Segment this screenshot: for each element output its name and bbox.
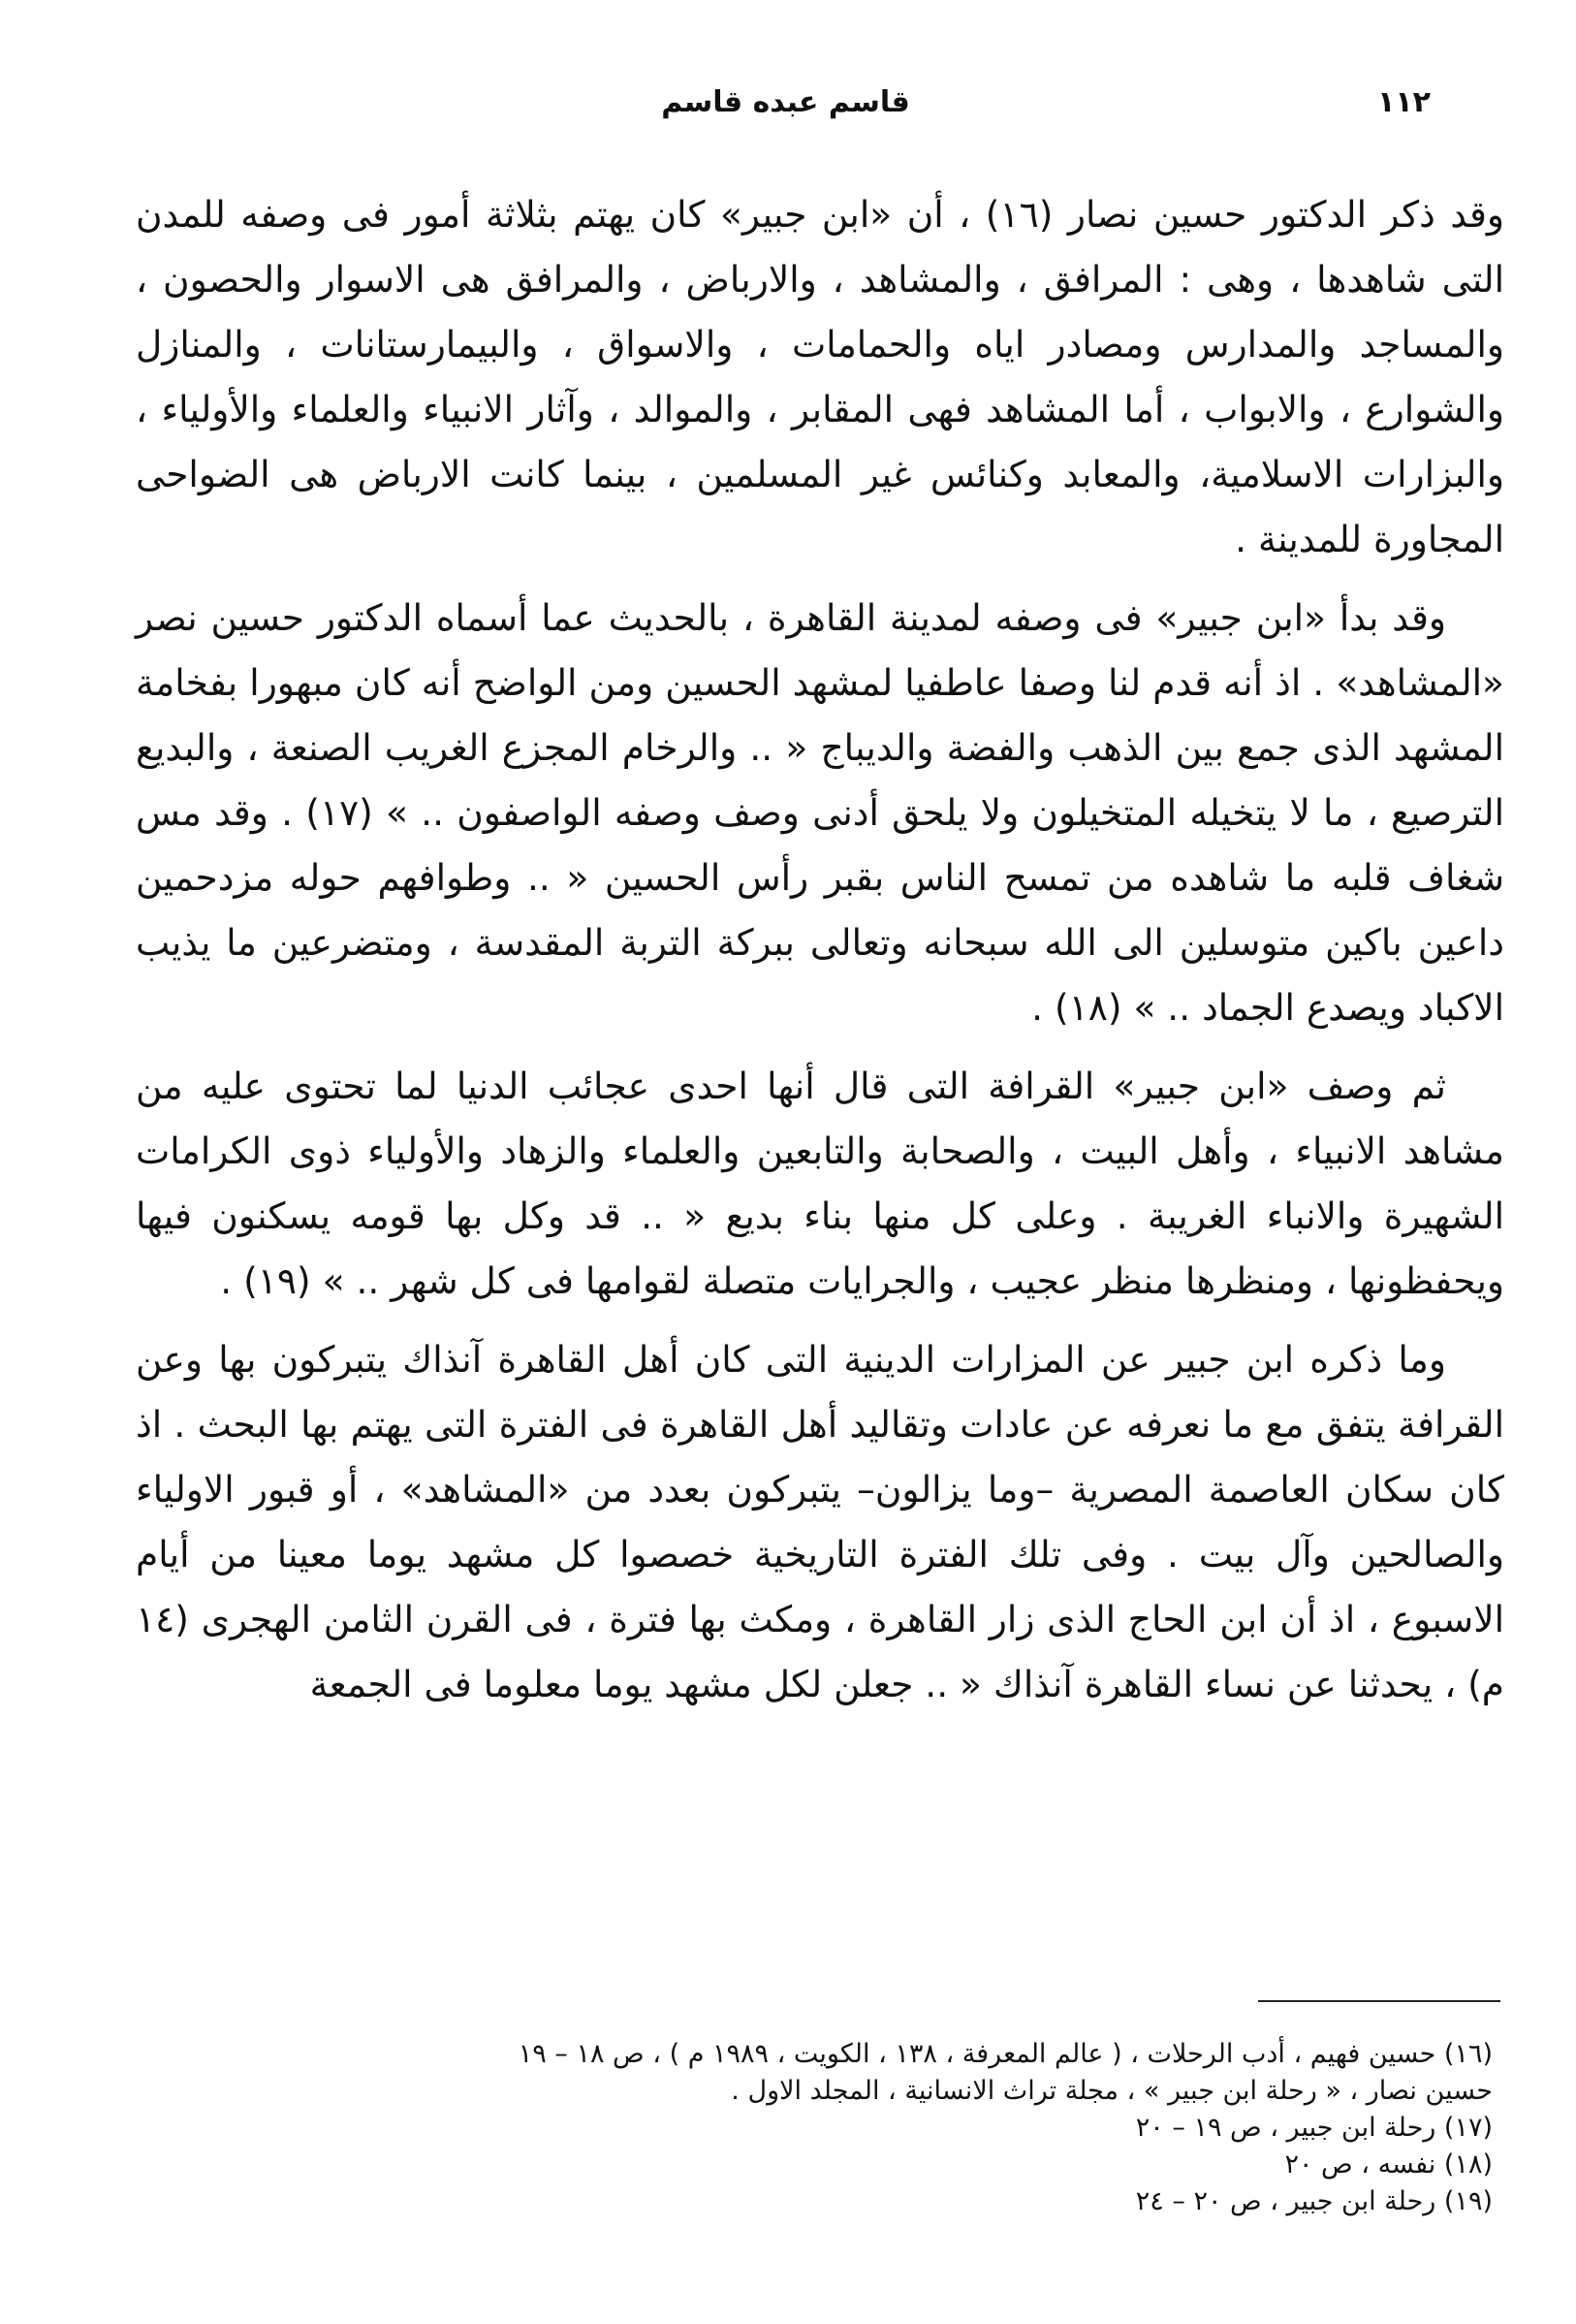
paragraph: ثم وصف «ابن جبير» القرافة التى قال أنها احدى عجائب الدنيا لما تحتوى عليه من مشاهد الانبياء ، وأهل البيت ، والصحابة والتابعين والعلماء والزهاد والأولياء ذوى الكرامات الشهيرة والانباء الغريبة . وعلى كل منها بناء بديع « .. قد وكل بها قومه يسكنون فيها ويحفظونها ، ومنظرها منظر عجيب ، والجرايات متصلة لقوامها فى كل شهر .. » (١٩) . — [136, 1065, 1504, 1302]
footnote-16 — [136, 2036, 1493, 2110]
footnote-text: (١٨) نفسه ، ص ٢٠ — [1284, 2149, 1493, 2180]
footnote-divider — [1258, 2000, 1500, 2002]
paragraph: وقد ذكر الدكتور حسين نصار (١٦) ، أن «ابن جبير» كان يهتم بثلاثة أمور فى وصفه للمدن التى شاهدها ، وهى : المرافق ، والمشاهد ، والارباض ، والمرافق هى الاسوار والحصون ، والمساجد والمدارس ومصادر اياه والحمامات ، والاسواق ، والبيمارستانات ، والمنازل والشوارع ، والابواب ، أما المشاهد فهى المقابر ، والموالد ، وآثار الانبياء والعلماء والأولياء ، والبزارات الاسلامية، والمعابد وكنائس غير المسلمين ، بينما كانت الارباض هى الضواحى المجاورة للمدينة . — [136, 193, 1504, 560]
footnote-18 — [136, 2147, 1493, 2183]
footnote-text: (١٩) رحلة ابن جبير ، ص ٢٠ – ٢٤ — [1135, 2186, 1493, 2216]
running-title: قاسم عبده قاسم — [661, 85, 910, 119]
running-header — [141, 85, 1431, 134]
body-text — [136, 182, 1504, 1731]
footnote-17 — [136, 2110, 1493, 2147]
footnotes — [136, 2036, 1493, 2220]
footnote-text: حسين نصار ، « رحلة ابن جبير » ، مجلة تراث الانسانية ، المجلد الاول . — [731, 2076, 1493, 2106]
footnote-19 — [136, 2183, 1493, 2220]
paragraph: وما ذكره ابن جبير عن المزارات الدينية التى كان أهل القاهرة آنذاك يتبركون بها وعن القرافة يتفق مع ما نعرفه عن عادات وتقاليد أهل القاهرة فى الفترة التى يهتم بها البحث . اذ كان سكان العاصمة المصرية –وما يزالون– يتبركون بعدد من «المشاهد» ، أو قبور الاولياء والصالحين وآل بيت . وفى تلك الفترة التاريخية خصصوا كل مشهد يوما معينا من أيام الاسبوع ، اذ أن ابن الحاج الذى زار القاهرة ، ومكث بها فترة ، فى القرن الثامن الهجرى (١٤ م) ، يحدثنا عن نساء القاهرة آنذاك « .. جعلن لكل مشهد يوما معلوما فى الجمعة — [136, 1338, 1504, 1705]
page-number: ١١٢ — [1377, 85, 1431, 119]
footnote-text: (١٦) حسين فهيم ، أدب الرحلات ، ( عالم المعرفة ، ١٣٨ ، الكويت ، ١٩٨٩ م ) ، ص ١٨ – ١٩ — [518, 2039, 1493, 2069]
paragraph: وقد بدأ «ابن جبير» فى وصفه لمدينة القاهرة ، بالحديث عما أسماه الدكتور حسين نصر «المشاهد» . اذ أنه قدم لنا وصفا عاطفيا لمشهد الحسين ومن الواضح أنه كان مبهورا بفخامة المشهد الذى جمع بين الذهب والفضة والديباج « .. والرخام المجزع الغريب الصنعة ، والبديع الترصيع ، ما لا يتخيله المتخيلون ولا يلحق أدنى وصف وصفه الواصفون .. » (١٧) . وقد مس شغاف قلبه ما شاهده من تمسح الناس بقبر رأس الحسين « .. وطوافهم حوله مزدحمين داعين باكين متوسلين الى الله سبحانه وتعالى ببركة التربة المقدسة ، ومتضرعين ما يذيب الاكباد ويصدع الجماد .. » (١٨) . — [136, 596, 1504, 1029]
footnote-text: (١٧) رحلة ابن جبير ، ص ١٩ – ٢٠ — [1135, 2113, 1493, 2143]
